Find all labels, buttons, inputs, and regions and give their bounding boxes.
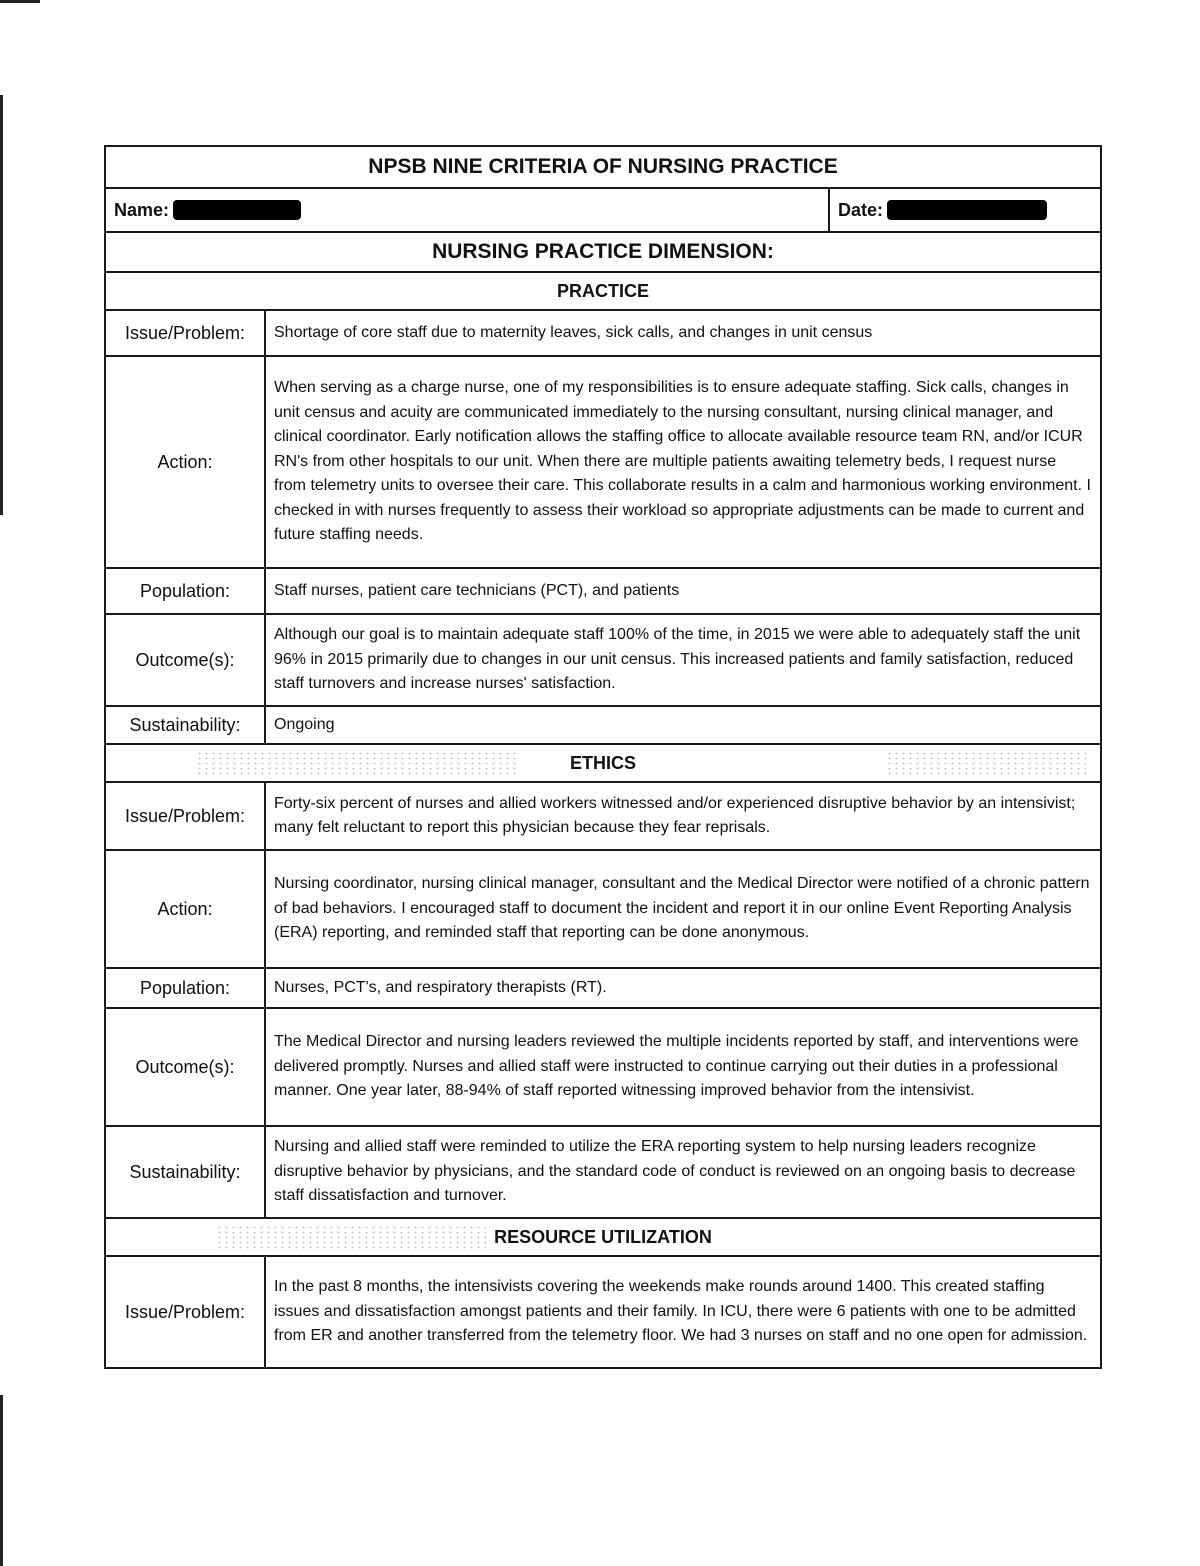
row-text: Although our goal is to maintain adequate staff 100% of the time, in 2015 we were able to adequately staff the unit 96% in 2015 primarily due to changes in our unit census. This increased patients and family satisfaction, reduced staff turnovers and increase nurses' satisfaction. — [274, 626, 1081, 693]
practice-population-row — [104, 569, 1102, 615]
row-label: Action: — [106, 851, 266, 967]
row-text: Nurses, PCT's, and respiratory therapists (RT). — [274, 978, 607, 996]
name-redaction — [173, 200, 301, 220]
form-title-row — [104, 145, 1102, 189]
section-title: ETHICS — [569, 752, 636, 773]
scan-noise — [886, 751, 1086, 777]
scan-noise — [196, 751, 516, 777]
ethics-population-row — [104, 969, 1102, 1009]
practice-sustainability-row — [104, 707, 1102, 745]
date-label: Date: — [838, 199, 884, 220]
dimension-heading-row — [104, 233, 1102, 273]
ethics-sustainability-row — [104, 1127, 1102, 1219]
row-label: Population: — [106, 569, 266, 613]
row-label: Issue/Problem: — [106, 311, 266, 355]
resource-issue-row — [104, 1257, 1102, 1369]
row-label: Issue/Problem: — [106, 783, 266, 849]
name-cell — [106, 189, 830, 231]
section-heading-resource-utilization — [104, 1219, 1102, 1257]
dimension-heading: NURSING PRACTICE DIMENSION: — [432, 240, 774, 263]
name-date-row — [104, 189, 1102, 233]
practice-outcome-row — [104, 615, 1102, 707]
row-text: Ongoing — [274, 715, 335, 733]
criteria-form — [104, 145, 1102, 1369]
row-text: Nursing coordinator, nursing clinical manager, consultant and the Medical Director were notified of a chronic pattern of bad behaviors. I encouraged staff to document the incident and report it in our online Event Reporting Analysis (ERA) reporting, and reminded staff that reporting can be done anonymous. — [274, 875, 1090, 942]
ethics-issue-row — [104, 783, 1102, 851]
name-label: Name: — [114, 199, 170, 220]
row-label: Sustainability: — [106, 1127, 266, 1217]
row-label: Sustainability: — [106, 707, 266, 743]
form-title: NPSB NINE CRITERIA OF NURSING PRACTICE — [368, 155, 838, 178]
row-label: Issue/Problem: — [106, 1257, 266, 1367]
scan-noise — [216, 1225, 486, 1251]
row-text: The Medical Director and nursing leaders reviewed the multiple incidents reported by staff, and interventions were delivered promptly. Nurses and allied staff were instructed to continue carrying out their duties in a professional manner. One year later, 88-94% of staff reported witnessing improved behavior from the intensivist. — [274, 1033, 1079, 1100]
row-text: Shortage of core staff due to maternity leaves, sick calls, and changes in unit census — [274, 323, 873, 341]
row-label: Population: — [106, 969, 266, 1007]
section-heading-practice — [104, 273, 1102, 311]
row-label: Action: — [106, 357, 266, 567]
date-cell — [830, 189, 1100, 231]
practice-issue-row — [104, 311, 1102, 357]
ethics-outcome-row — [104, 1009, 1102, 1127]
scan-edge-left-bottom — [0, 1395, 3, 1566]
section-heading-ethics — [104, 745, 1102, 783]
row-text: Forty-six percent of nurses and allied workers witnessed and/or experienced disruptive behavior by an intensivist; many felt reluctant to report this physician because they fear reprisals. — [274, 794, 1076, 836]
row-text: Staff nurses, patient care technicians (PCT), and patients — [274, 581, 680, 599]
scan-edge-left-top — [0, 95, 3, 515]
section-title: RESOURCE UTILIZATION — [494, 1226, 712, 1247]
practice-action-row — [104, 357, 1102, 569]
row-label: Outcome(s): — [106, 1009, 266, 1125]
row-text: When serving as a charge nurse, one of my responsibilities is to ensure adequate staffing. Sick calls, changes in unit census and acuity are communicated immediately to the nursing consultant, nursing clinical manager, and clinical coordinator. Early notification allows the staffing office to allocate available resource team RN, and/or ICUR RN's from other hospitals to our unit. When there are multiple patients awaiting telemetry beds, I request nurse from telemetry units to oversee their care. This collaborate results in a calm and harmonious working environment. I checked in with nurses frequently to assess their workload so appropriate adjustments can be made to current and future staffing needs. — [274, 379, 1091, 544]
ethics-action-row — [104, 851, 1102, 969]
section-title: PRACTICE — [556, 280, 649, 301]
row-text: Nursing and allied staff were reminded to utilize the ERA reporting system to help nursing leaders recognize disruptive behavior by physicians, and the standard code of conduct is reviewed on an ongoing basis to decrease staff dissatisfaction and turnover. — [274, 1138, 1076, 1205]
date-redaction — [887, 200, 1047, 220]
row-text: In the past 8 months, the intensivists covering the weekends make rounds around 1400. This created staffing issues and dissatisfaction amongst patients and their family. In ICU, there were 6 patients with one to be admitted from ER and another transferred from the telemetry floor. We had 3 nurses on staff and no one open for admission. — [274, 1278, 1088, 1345]
row-label: Outcome(s): — [106, 615, 266, 705]
scan-edge-top-mark — [0, 0, 40, 3]
